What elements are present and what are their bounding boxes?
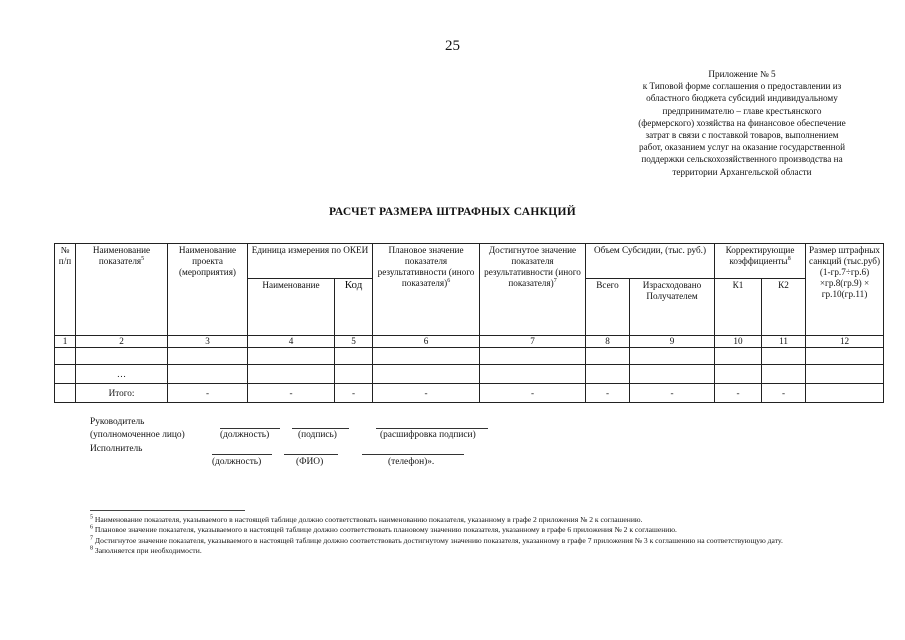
appendix-line: работ, оказанием услуг на оказание государственной [638,142,846,153]
dash-cell: - [586,384,630,403]
appendix-line: поддержки сельскохозяйственного производства на [641,154,843,165]
decoding-line [376,428,488,429]
header-subsidy-total: Всего [586,279,630,336]
dash-cell: - [762,384,806,403]
dash-cell: - [168,384,248,403]
column-number-row [55,336,884,348]
position-line [220,428,280,429]
header-subsidy: Объем Субсидии, (тыс. руб.) [586,244,715,279]
appendix-title: Приложение № 5 [708,69,776,79]
dash-cell: - [373,384,480,403]
header-unit-code: Код [335,279,373,336]
fio-caption: (ФИО) [296,457,324,467]
column-number: 7 [480,336,586,348]
column-number: 3 [168,336,248,348]
column-number: 5 [335,336,373,348]
footnote: $^8$ Заполняется при необходимости. [90,545,202,555]
signature-head-label: Руководитель [90,417,145,427]
phone-line [362,454,464,455]
column-number: 4 [248,336,335,348]
executor-label: Исполнитель [90,444,143,454]
total-label: Итого: [76,384,168,403]
column-number: 10 [715,336,762,348]
column-number: 9 [630,336,715,348]
signature-caption: (подпись) [298,430,337,440]
dash-cell: - [248,384,335,403]
dash-cell: - [630,384,715,403]
column-number: 2 [76,336,168,348]
document-title: РАСЧЕТ РАЗМЕРА ШТРАФНЫХ САНКЦИЙ [328,206,577,218]
fio-line [284,454,338,455]
dash-cell: - [715,384,762,403]
appendix-line: затрат в связи с поставкой товаров, выполнением [645,130,839,141]
header-achieved: Достигнутое значение показателя результативности (иного показателя)$^7$ [480,244,586,336]
appendix-line: территории Архангельской области [672,166,812,177]
dash-cell: - [335,384,373,403]
header-unit: Единица измерения по ОКЕИ [248,244,373,279]
header-indicator: Наименование показателя$^5$ [76,244,168,336]
header-unit-name: Наименование [248,279,335,336]
position-caption: (должность) [220,430,270,440]
column-number: 12 [806,336,884,348]
column-number: 6 [373,336,480,348]
signature-line [292,428,349,429]
header-k2: К2 [762,279,806,336]
footnote: $^5$ Наименование показателя, указываемого в настоящей таблице должно соответствовать наименованию показателя, указанному в графе 2 приложения № 2 к соглашению. [90,514,643,524]
appendix-note [606,68,878,178]
table-row [55,365,884,384]
phone-caption: (телефон)». [388,457,435,467]
header-coefficients: Корректирующие коэффициенты$^8$ [715,244,806,279]
column-number: 1 [55,336,76,348]
table-row [55,348,884,365]
column-number: 8 [586,336,630,348]
header-sanction: Размер штрафных санкций (тыс.руб) (1-гр.7÷гр.6) ×гр.8(гр.9) × гр.10(гр.11) [806,244,884,336]
footnotes [90,515,880,556]
appendix-line: предпринимателю – главе крестьянского [662,105,822,116]
header-project: Наименование проекта (мероприятия) [168,244,248,336]
page-number: 25 [445,38,460,54]
footnote-divider [90,510,245,511]
header-subsidy-spent: Израсходовано Получателем [630,279,715,336]
position-line [212,454,272,455]
footnote: $^6$ Плановое значение показателя, указываемого в настоящей таблице должно соответствовать плановому значению показателя, указанному в графе 6 приложения № 2 к соглашению. [90,524,677,535]
ellipsis-cell: … [76,365,168,384]
appendix-line: областного бюджета субсидий индивидуальному [646,93,838,104]
header-k1: К1 [715,279,762,336]
header-plan: Плановое значение показателя результативности (иного показателя)$^6$ [373,244,480,336]
sanctions-table [54,243,884,403]
total-row [55,384,884,403]
footnote: $^7$ Достигнутое значение показателя, указываемого в настоящей таблице должно соответствовать достигнутому значению показателя, указанному в графе 7 приложения № 3 к соглашению на соответствующую дату. [90,535,783,545]
dash-cell: - [480,384,586,403]
appendix-line: (фермерского) хозяйства на финансовое обеспечение [638,117,846,128]
appendix-line: к Типовой форме соглашения о предоставлении из [642,81,842,92]
signature-head-sub: (уполномоченное лицо) [90,430,185,440]
header-no: № п/п [55,244,76,336]
column-number: 11 [762,336,806,348]
position-caption: (должность) [212,457,262,467]
decoding-caption: (расшифровка подписи) [380,430,476,440]
